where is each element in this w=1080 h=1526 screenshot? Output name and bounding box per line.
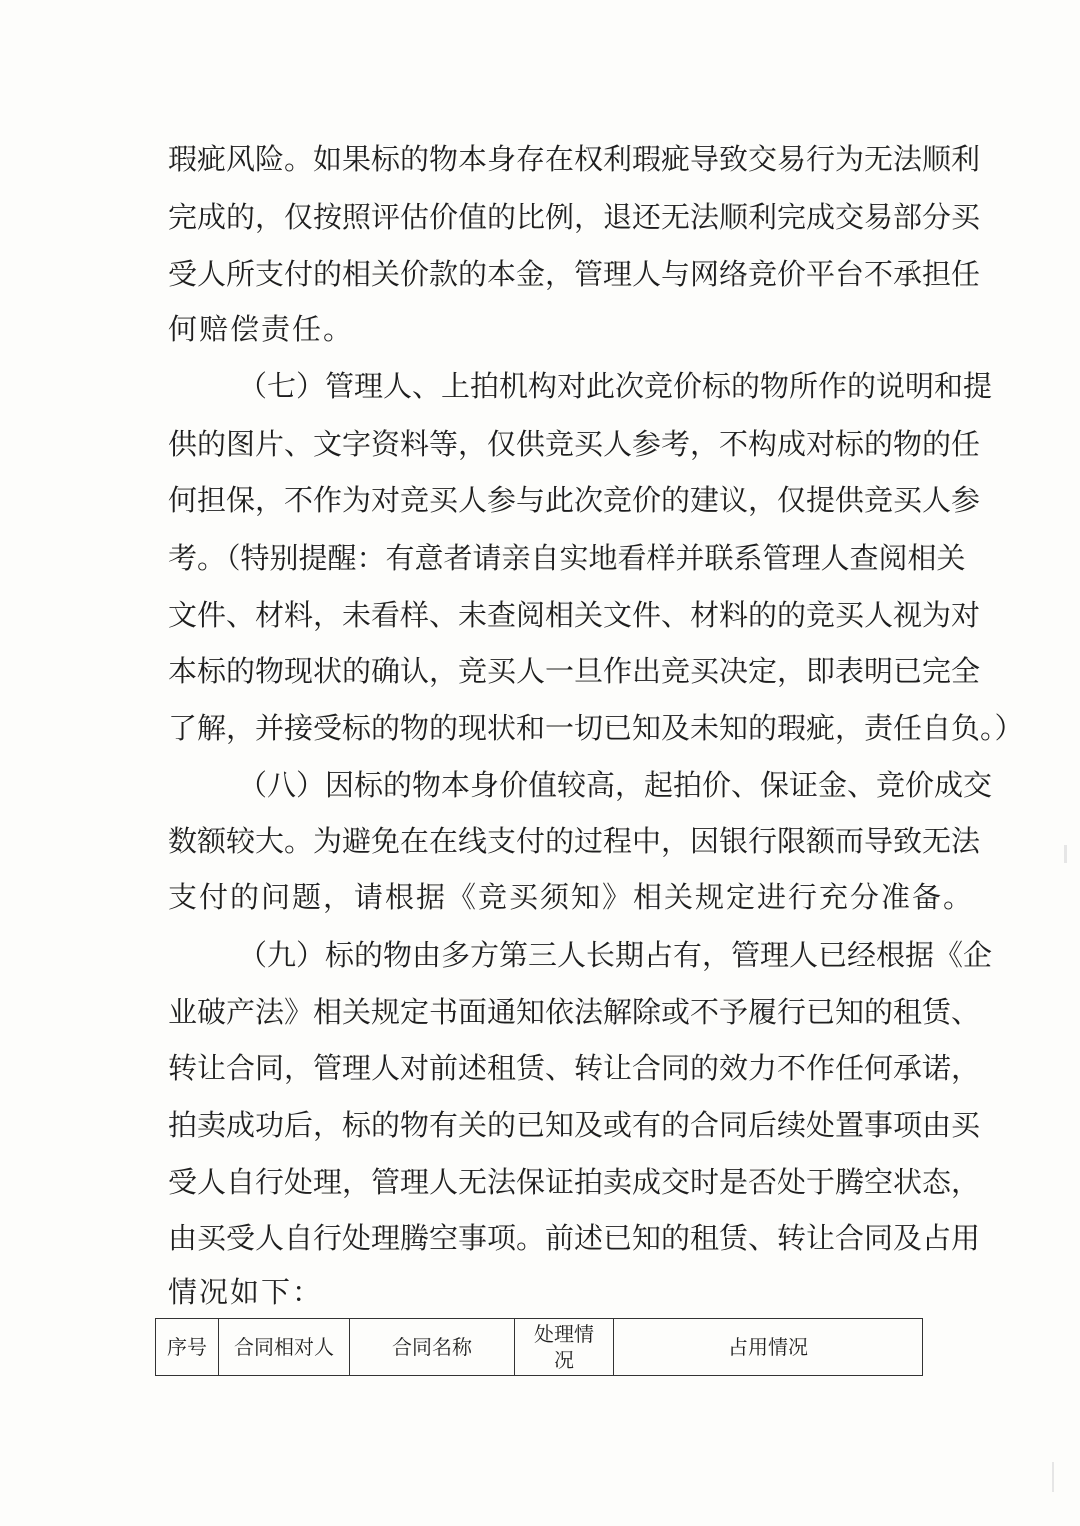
paragraph-line: 受人自行处理，管理人无法保证拍卖成交时是否处于腾空状态，: [168, 1165, 981, 1199]
paragraph-line: 拍卖成功后，标的物有关的已知及或有的合同后续处置事项由买: [168, 1108, 981, 1142]
paragraph-line: 受人所支付的相关价款的本金，管理人与网络竞价平台不承担任: [168, 257, 981, 291]
paragraph-line: （七）管理人、上拍机构对此次竞价标的物所作的说明和提: [238, 369, 993, 403]
paragraph-line: 转让合同，管理人对前述租赁、转让合同的效力不作任何承诺，: [168, 1051, 981, 1085]
paragraph-line: （八）因标的物本身价值较高，起拍价、保证金、竞价成交: [238, 768, 993, 802]
paragraph-line: （九）标的物由多方第三人长期占有，管理人已经根据《企: [238, 938, 993, 972]
occupancy-table: [155, 1318, 923, 1376]
header-cell-handling-status: 处理情况: [515, 1319, 614, 1376]
scan-artifact: [1052, 1462, 1054, 1492]
scan-artifact: [1064, 845, 1067, 863]
paragraph-line: 了解，并接受标的物的现状和一切已知及未知的瑕疵，责任自负。）: [168, 711, 1024, 745]
header-cell-counterparty: 合同相对人: [219, 1319, 350, 1376]
paragraph-line: 考。（特别提醒：有意者请亲自实地看样并联系管理人查阅相关: [168, 541, 966, 575]
paragraph-line: 数额较大。为避免在在线支付的过程中，因银行限额而导致无法: [168, 824, 981, 858]
header-cell-occupancy: 占用情况: [614, 1319, 923, 1376]
paragraph-line: 支付的问题，请根据《竞买须知》相关规定进行充分准备。: [168, 880, 975, 914]
paragraph-line: 情况如下：: [168, 1275, 324, 1309]
table-header-row: [156, 1319, 923, 1376]
paragraph-line: 由买受人自行处理腾空事项。前述已知的租赁、转让合同及占用: [168, 1221, 981, 1255]
paragraph-line: 文件、材料，未看样、未查阅相关文件、材料的的竞买人视为对: [168, 598, 981, 632]
paragraph-line: 本标的物现状的确认，竞买人一旦作出竞买决定，即表明已完全: [168, 654, 981, 688]
paragraph-line: 供的图片、文字资料等，仅供竞买人参考，不构成对标的物的任: [168, 427, 981, 461]
header-cell-contract-name: 合同名称: [350, 1319, 515, 1376]
paragraph-line: 瑕疵风险。如果标的物本身存在权利瑕疵导致交易行为无法顺利: [168, 142, 981, 176]
paragraph-line: 完成的，仅按照评估价值的比例，退还无法顺利完成交易部分买: [168, 200, 981, 234]
header-cell-index: 序号: [156, 1319, 219, 1376]
paragraph-line: 何赔偿责任。: [168, 312, 355, 346]
paragraph-line: 业破产法》相关规定书面通知依法解除或不予履行已知的租赁、: [168, 995, 981, 1029]
paragraph-line: 何担保，不作为对竞买人参与此次竞价的建议，仅提供竞买人参: [168, 483, 981, 517]
